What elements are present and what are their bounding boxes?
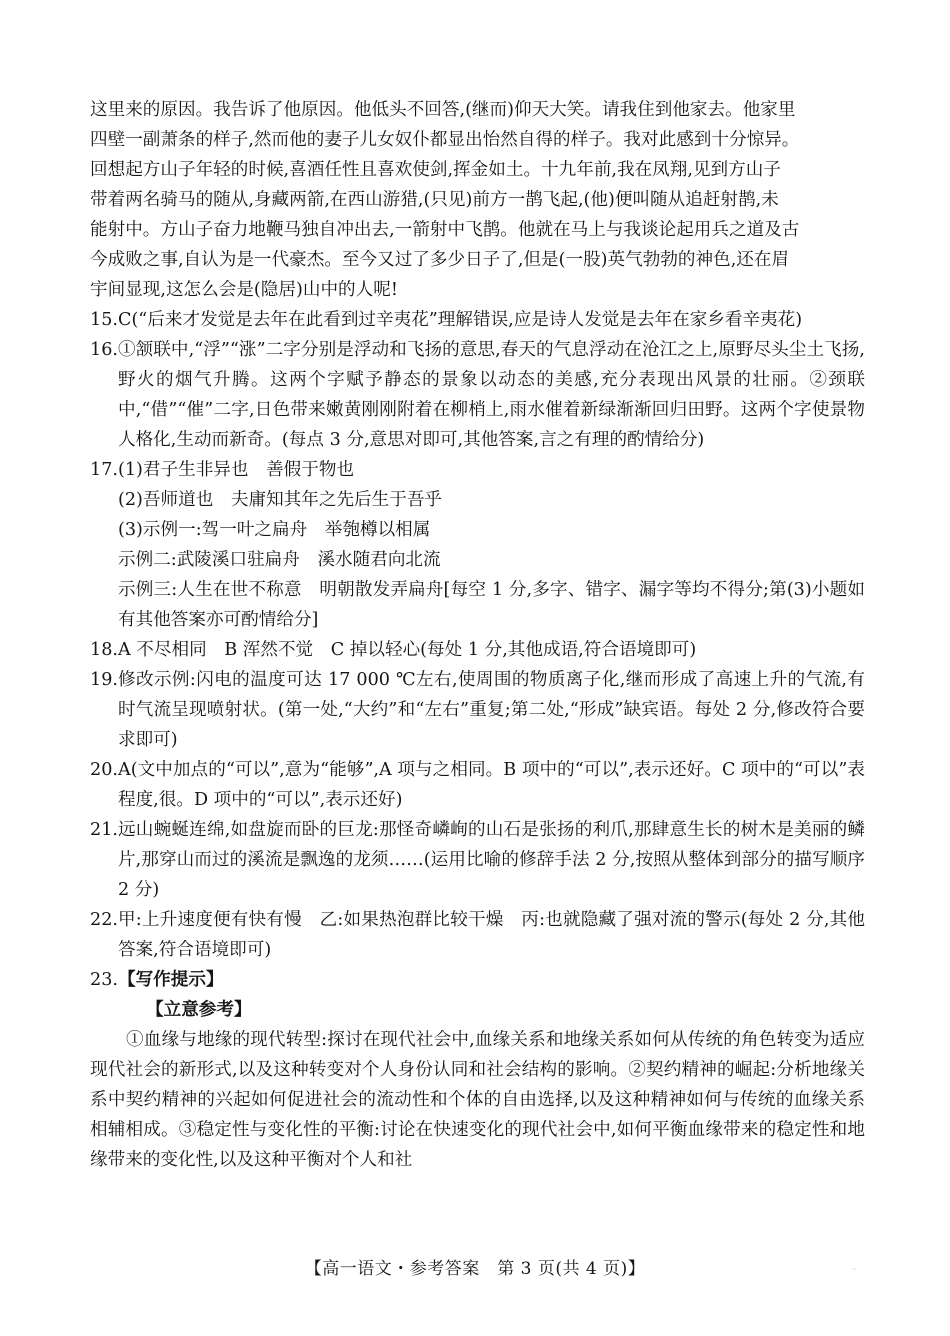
answer-text: 甲:上升速度便有快有慢 乙:如果热泡群比较干燥 丙:也就隐藏了强对流的警示(每处 2 分,其他答案,符合语境即可) bbox=[117, 910, 865, 960]
answer-text: 修改示例:闪电的温度可达 17 000 ℃左右,使周围的物质离子化,继而形成了高速上升的气流,有时气流呈现喷射状。(第一处,“大约”和“左右”重复;第二处,“形成”缺宾语。每处 2 分,修改符合要求即可) bbox=[117, 670, 865, 750]
answer-text: 远山蜿蜒连绵,如盘旋而卧的巨龙:那怪奇嶙峋的山石是张扬的利爪,那肆意生长的树木是美丽的鳞片,那穿山而过的溪流是飘逸的龙须……(运用比喻的修辞手法 2 分,按照从整体到部分的描写顺序 2 分) bbox=[117, 820, 865, 900]
answer-17 bbox=[90, 455, 865, 485]
faint-mark: ·· bbox=[852, 1265, 858, 1274]
answer-21 bbox=[90, 815, 865, 905]
answer-text: A(文中加点的“可以”,意为“能够”,A 项与之相同。B 项中的“可以”,表示还好。C 项中的“可以”表程度,很。D 项中的“可以”,表示还好) bbox=[117, 760, 865, 810]
answer-number: 15. bbox=[90, 310, 118, 330]
writing-tips-heading: 【写作提示】 bbox=[117, 969, 224, 990]
answer-16 bbox=[90, 335, 865, 455]
page-footer: 【高一语文・参考答案 第 3 页(共 4 页)】 bbox=[304, 1259, 646, 1279]
answer-number: 23. bbox=[90, 970, 118, 990]
text-line: 回想起方山子年轻的时候,喜酒任性且喜欢使剑,挥金如土。十九年前,我在凤翔,见到方山子 bbox=[90, 160, 781, 180]
answer-19 bbox=[90, 665, 865, 755]
answer-number: 16. bbox=[90, 340, 118, 360]
answer-18 bbox=[90, 635, 865, 665]
text-line: 宇间显现,这怎么会是(隐居)山中的人呢! bbox=[90, 280, 398, 300]
answer-number: 19. bbox=[90, 670, 118, 690]
text-line: 四壁一副萧条的样子,然而他的妻子儿女奴仆都显出怡然自得的样子。我对此感到十分惊异。 bbox=[90, 130, 800, 150]
answer-page bbox=[90, 95, 865, 1175]
answer-20 bbox=[90, 755, 865, 815]
answer-15 bbox=[90, 305, 865, 335]
answer-22 bbox=[90, 905, 865, 965]
answer-text: C(“后来才发觉是去年在此看到过辛夷花”理解错误,应是诗人发觉是去年在家乡看辛夷花) bbox=[117, 310, 803, 330]
answer-number: 21. bbox=[90, 820, 118, 840]
text-line: 这里来的原因。我告诉了他原因。他低头不回答,(继而)仰天大笑。请我住到他家去。他家里 bbox=[90, 100, 796, 120]
answer-17-line-3: (3)示例一:驾一叶之扁舟 举匏樽以相属 bbox=[118, 520, 431, 540]
text-line: 今成败之事,自认为是一代豪杰。至今又过了多少日子了,但是(一股)英气勃勃的神色,还在眉 bbox=[90, 250, 790, 270]
theme-reference-paragraph: ①血缘与地缘的现代转型:探讨在现代社会中,血缘关系和地缘关系如何从传统的角色转变为适应现代社会的新形式,以及这种转变对个人身份认同和社会结构的影响。②契约精神的崛起:分析地缘关系中契约精神的兴起如何促进社会的流动性和个体的自由选择,以及这种精神如何与传统的血缘关系相辅相成。③稳定性与变化性的平衡:讨论在快速变化的现代社会中,如何平衡血缘带来的稳定性和地缘带来的变化性,以及这种平衡对个人和社 bbox=[90, 1030, 865, 1170]
text-line: 能射中。方山子奋力地鞭马独自冲出去,一箭射中飞鹊。他就在马上与我谈论起用兵之道及古 bbox=[90, 220, 800, 240]
answer-17-line-5: 示例三:人生在世不称意 明朝散发弄扁舟[每空 1 分,多字、错字、漏字等均不得分;第(3)小题如有其他答案亦可酌情给分] bbox=[118, 580, 865, 630]
answer-number: 20. bbox=[90, 760, 118, 780]
answer-number: 22. bbox=[90, 910, 118, 930]
answer-17-line-2: (2)吾师道也 夫庸知其年之先后生于吾乎 bbox=[118, 490, 443, 510]
answer-23 bbox=[90, 965, 865, 995]
translation-paragraph bbox=[90, 95, 865, 305]
answer-text: (1)君子生非异也 善假于物也 bbox=[117, 460, 355, 480]
answer-text: A 不尽相同 B 浑然不觉 C 掉以轻心(每处 1 分,其他成语,符合语境即可) bbox=[117, 640, 697, 660]
theme-reference-row bbox=[90, 995, 865, 1025]
theme-reference-heading: 【立意参考】 bbox=[146, 999, 252, 1020]
answer-number: 17. bbox=[90, 460, 118, 480]
text-line: 带着两名骑马的随从,身藏两箭,在西山游猎,(只见)前方一鹊飞起,(他)便叫随从追赶射鹊,未 bbox=[90, 190, 779, 210]
answer-text: ①颔联中,“浮”“涨”二字分别是浮动和飞扬的意思,春天的气息浮动在沧江之上,原野尽头尘土飞扬,野火的烟气升腾。这两个字赋予静态的景象以动态的美感,充分表现出风景的壮丽。②颈联中,“借”“催”二字,日色带来嫩黄刚刚附着在柳梢上,雨水催着新绿渐渐回归田野。这两个字使景物人格化,生动而新奇。(每点 3 分,意思对即可,其他答案,言之有理的酌情给分) bbox=[117, 340, 865, 450]
answer-17-line-4: 示例二:武陵溪口驻扁舟 溪水随君向北流 bbox=[118, 550, 441, 570]
answer-number: 18. bbox=[90, 640, 118, 660]
